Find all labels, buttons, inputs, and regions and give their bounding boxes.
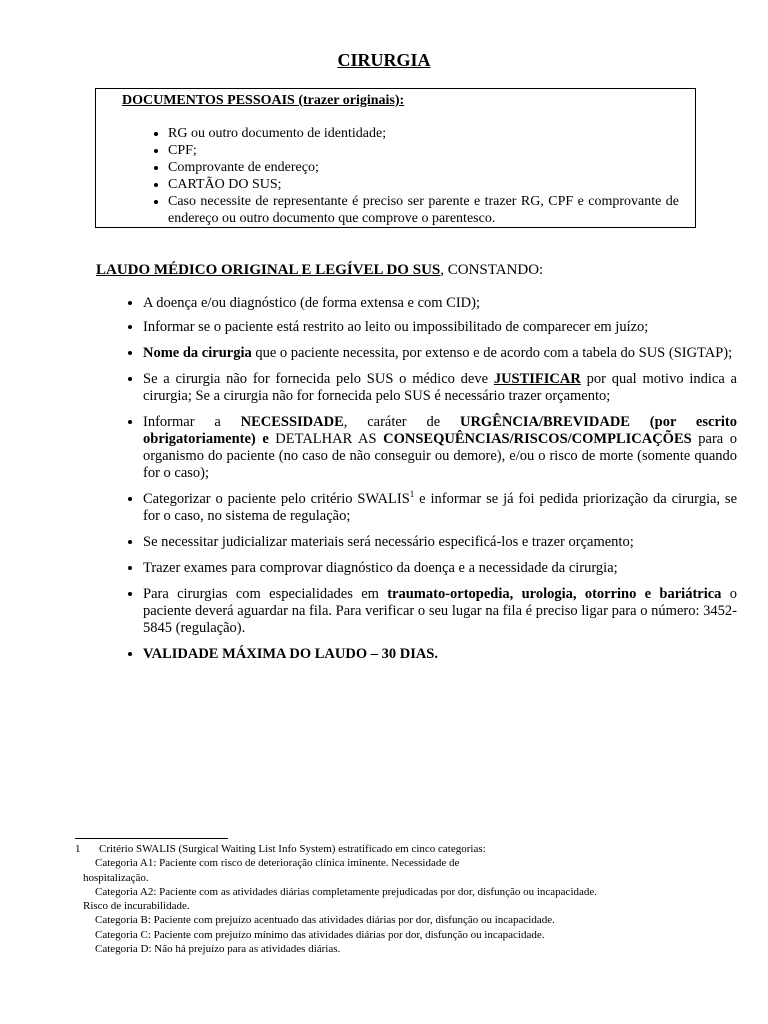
laudo-heading	[96, 262, 543, 279]
list-item: • Comprovante de endereço;	[168, 159, 679, 176]
item-text: Trazer exames para comprovar diagnóstico da doença e a necessidade da cirurgia;	[143, 560, 618, 576]
footnote-category-cont: Risco de incurabilidade.	[83, 900, 190, 913]
list-item	[143, 534, 737, 551]
list-item	[143, 345, 737, 362]
item-bold-text: e	[262, 431, 269, 447]
footnote-ref: 1	[409, 489, 415, 500]
footnote-category: Categoria D: Não há prejuízo para as atividades diárias.	[95, 943, 341, 956]
item-text: para o organismo do paciente (no caso de não conseguir ou demore), e/ou o risco de morte (somente quando for o caso);	[143, 431, 738, 481]
footnote-category: Categoria C: Paciente com prejuízo mínimo das atividades diárias por dor, disfunção ou incapacidade.	[95, 928, 545, 941]
item-bold-text: URGÊNCIA/BREVIDADE (por escrito obrigatoriamente)	[143, 414, 737, 447]
list-item	[143, 491, 737, 525]
item-text: Se a cirurgia não for fornecida pelo SUS o médico deve	[143, 371, 494, 387]
item-text: Para cirurgias com especialidades em	[143, 586, 388, 602]
list-item: • RG ou outro documento de identidade;	[168, 125, 679, 142]
footnote-category-cont: hospitalização.	[83, 871, 149, 884]
list-item: • CARTÃO DO SUS;	[168, 176, 679, 193]
item-bold-text: CONSEQUÊNCIAS/RISCOS/COMPLICAÇÕES	[383, 431, 692, 447]
item-bold-text: VALIDADE MÁXIMA DO LAUDO – 30 DIAS.	[143, 646, 438, 662]
documents-heading: DOCUMENTOS PESSOAIS (trazer originais):	[122, 93, 405, 108]
list-item	[143, 414, 737, 482]
item-text: DETALHAR AS	[268, 431, 384, 447]
list-item	[143, 560, 737, 577]
item-text: A doença e/ou diagnóstico (de forma extensa e com CID);	[143, 295, 481, 311]
list-item: • CPF;	[168, 142, 679, 159]
item-bold-text: traumato-ortopedia, urologia, otorrino e bariátrica	[387, 586, 722, 602]
footnote-category: Categoria A1: Paciente com risco de deterioração clínica iminente. Necessidade de	[95, 857, 460, 870]
list-item	[143, 586, 737, 637]
footnote	[75, 842, 695, 956]
laudo-heading-underlined: LAUDO MÉDICO ORIGINAL E LEGÍVEL DO SUS	[96, 262, 441, 278]
footnote-category: Categoria B: Paciente com prejuízo acentuado das atividades diárias por dor, disfunção ou incapacidade.	[95, 914, 555, 927]
item-text: o paciente deverá aguardar na fila. Para verificar o seu lugar na fila é preciso ligar para o número: 3452-5845 (regulação).	[143, 586, 738, 636]
item-bold-text: NECESSIDADE	[240, 414, 344, 430]
item-text: Se necessitar judicializar materiais será necessário especificá-los e trazer orçamento;	[143, 534, 634, 550]
item-text: , caráter de	[343, 414, 460, 430]
footnote-intro	[75, 842, 695, 856]
footnote-category: Categoria A2: Paciente com as atividades diárias completamente prejudicadas por dor, disfunção ou incapacidade.	[95, 885, 598, 898]
item-text: Categorizar o paciente pelo critério SWALIS	[143, 491, 410, 507]
documents-list	[126, 125, 679, 227]
list-item	[143, 646, 737, 663]
list-item	[143, 295, 737, 312]
documents-box	[95, 88, 696, 228]
list-item: • Caso necessite de representante é preciso ser parente e trazer RG, CPF e comprovante de endereço ou outro documento que comprove o parentesco.	[168, 193, 679, 227]
list-item	[143, 319, 737, 336]
list-item	[143, 371, 737, 405]
item-text: que o paciente necessita, por extenso e de acordo com a tabela do SUS (SIGTAP);	[251, 345, 733, 361]
laudo-heading-rest: , CONSTANDO:	[440, 262, 544, 278]
item-bold-text: JUSTIFICAR	[493, 371, 581, 387]
item-text: e informar se já foi pedida priorização da cirurgia, se for o caso, no sistema de regulação;	[143, 491, 738, 524]
footnote-text: Critério SWALIS (Surgical Waiting List Info System) estratificado em cinco categorias:	[99, 843, 486, 855]
item-text: por qual motivo indica a cirurgia; Se a cirurgia não for fornecida pelo SUS é necessário trazer orçamento;	[143, 371, 737, 404]
item-text: Informar a	[143, 414, 241, 430]
page-title: CIRURGIA	[337, 50, 431, 70]
item-bold-text: Nome da cirurgia	[143, 345, 252, 361]
footnote-divider	[75, 838, 228, 839]
footnote-number: 1	[75, 843, 81, 855]
item-text: Informar se o paciente está restrito ao leito ou impossibilitado de comparecer em juízo;	[143, 319, 649, 335]
laudo-list	[100, 295, 737, 672]
